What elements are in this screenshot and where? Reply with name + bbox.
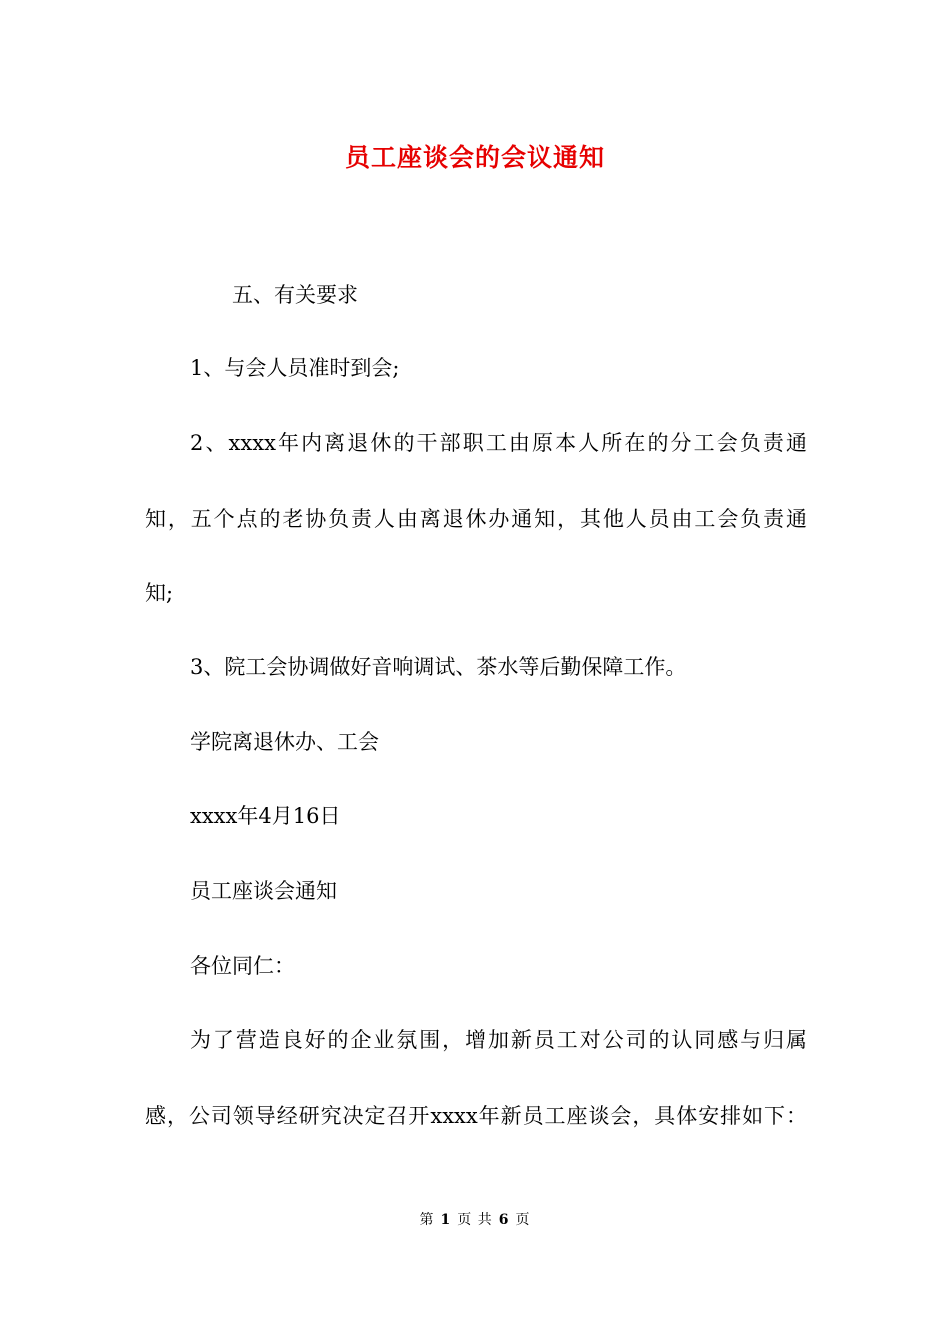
signature-org: 学院离退休办、工会 (190, 730, 379, 754)
page-footer (0, 1209, 950, 1229)
document-title: 员工座谈会的会议通知 (344, 143, 605, 172)
requirement-2-line-3: 知; (145, 581, 174, 605)
salutation: 各位同仁： (190, 954, 295, 978)
page-suffix: 页 (515, 1212, 531, 1228)
page-mid: 页 共 (457, 1212, 493, 1228)
body-paragraph-line-2: 感，公司领导经研究决定召开xxxx年新员工座谈会，具体安排如下： (145, 1104, 807, 1128)
signature-date: xxxx年4月16日 (190, 804, 341, 828)
requirement-2-line-2: 知，五个点的老协负责人由离退休办通知，其他人员由工会负责通 (145, 507, 807, 531)
second-notice-title: 员工座谈会通知 (190, 879, 337, 903)
page-current: 1 (440, 1212, 452, 1228)
requirement-1: 1、与会人员准时到会; (190, 356, 400, 380)
section-heading: 五、有关要求 (232, 283, 358, 307)
requirement-3: 3、院工会协调做好音响调试、茶水等后勤保障工作。 (190, 655, 687, 679)
body-paragraph-line-1: 为了营造良好的企业氛围，增加新员工对公司的认同感与归属 (190, 1028, 807, 1052)
requirement-2-line-1: 2、xxxx年内离退休的干部职工由原本人所在的分工会负责通 (190, 431, 807, 455)
page-prefix: 第 (419, 1212, 435, 1228)
page-total: 6 (498, 1212, 510, 1228)
